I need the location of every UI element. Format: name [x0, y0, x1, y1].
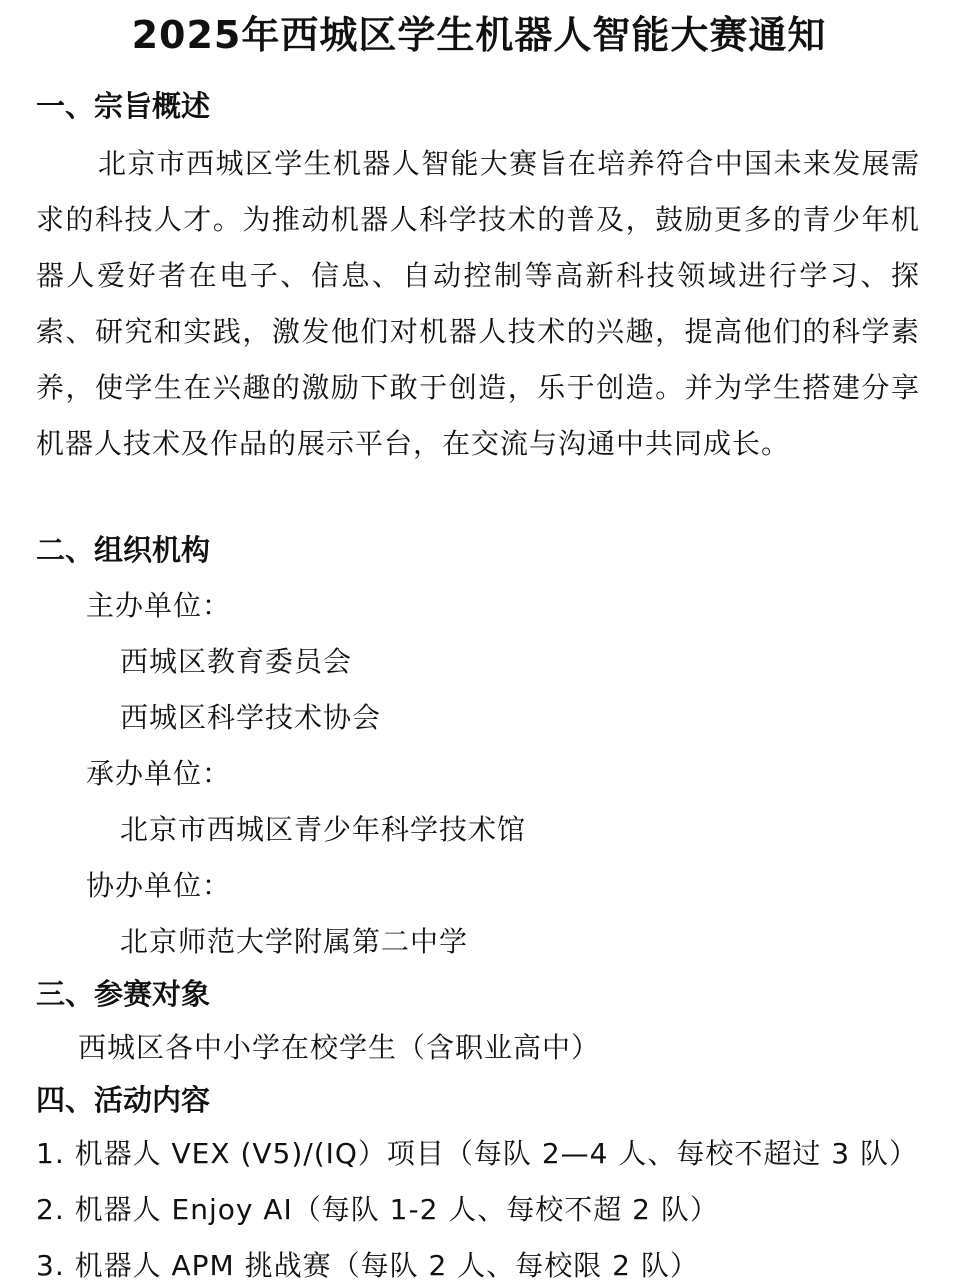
- document-title: 2025年西城区学生机器人智能大赛通知: [131, 13, 827, 57]
- host-item: 西城区科学技术协会: [120, 701, 382, 734]
- organizer-item: 北京市西城区青少年科学技术馆: [120, 813, 527, 846]
- organizer-label: 承办单位：: [86, 757, 232, 790]
- section-heading-participants: 三、参赛对象: [36, 977, 211, 1011]
- section-heading-activities: 四、活动内容: [36, 1083, 211, 1117]
- section-heading-purpose: 一、宗旨概述: [36, 89, 211, 123]
- section-heading-organization: 二、组织机构: [36, 533, 211, 567]
- co-organizer-item: 北京师范大学附属第二中学: [120, 925, 469, 958]
- host-label: 主办单位：: [86, 589, 232, 622]
- activity-item: 2. 机器人 Enjoy AI（每队 1-2 人、每校不超 2 队）: [36, 1193, 719, 1226]
- participants-text: 西城区各中小学在校学生（含职业高中）: [78, 1031, 601, 1064]
- activity-item: 1. 机器人 VEX (V5)/(IQ）项目（每队 2—4 人、每校不超过 3 队）: [36, 1137, 918, 1170]
- host-item: 西城区教育委员会: [120, 645, 353, 678]
- activity-item: 3. 机器人 APM 挑战赛（每队 2 人、每校限 2 队）: [36, 1249, 699, 1282]
- purpose-paragraph: 北京市西城区学生机器人智能大赛旨在培养符合中国未来发展需求的科技人才。为推动机器人科学技术的普及，鼓励更多的青少年机器人爱好者在电子、信息、自动控制等高新科技领域进行学习、探索、研究和实践，激发他们对机器人技术的兴趣，提高他们的科学素养，使学生在兴趣的激励下敢于创造，乐于创造。并为学生搭建分享机器人技术及作品的展示平台，在交流与沟通中共同成长。: [36, 147, 920, 460]
- co-organizer-label: 协办单位：: [86, 869, 232, 902]
